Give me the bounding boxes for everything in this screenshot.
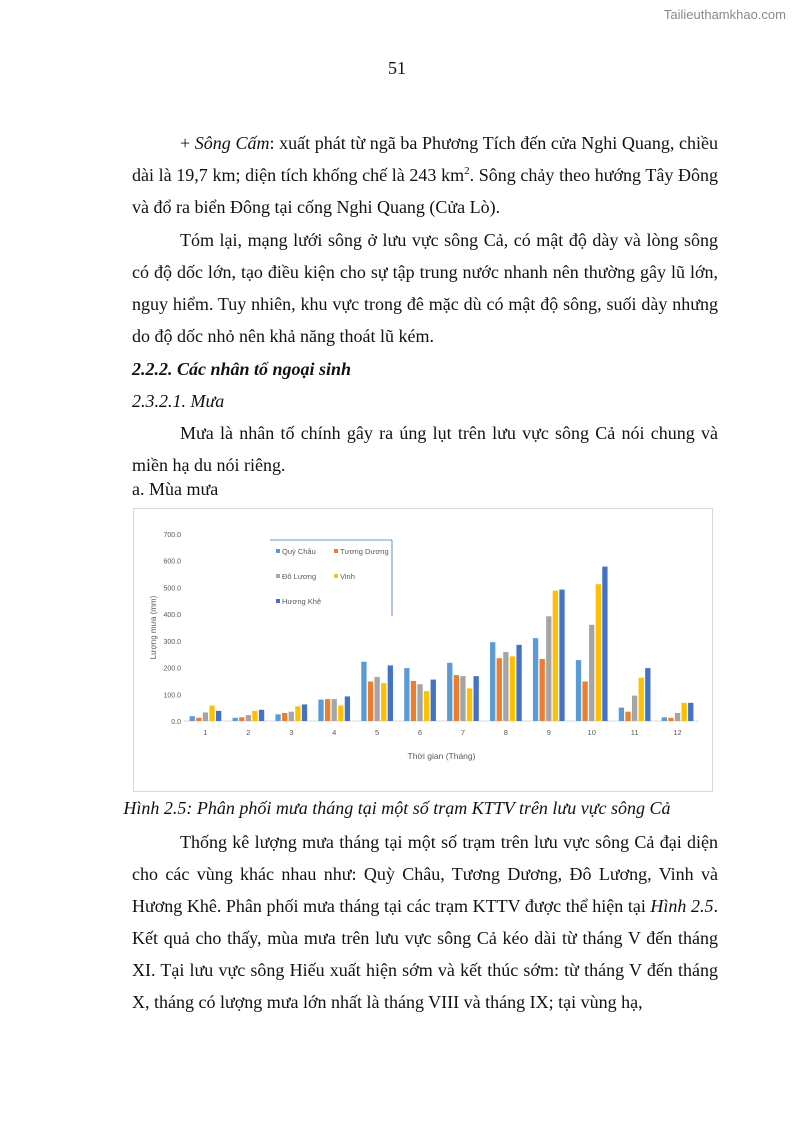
bar [302,704,307,721]
figure-rainfall-chart [133,508,713,792]
bar [546,616,551,721]
bar [540,659,545,721]
legend-swatch [334,574,338,578]
x-tick-label: 11 [630,728,639,737]
bar [467,688,472,721]
figure-caption: Hình 2.5: Phân phối mưa tháng tại một số trạm KTTV trên lưu vực sông Cả [123,798,671,818]
x-axis-title: Thời gian (Tháng) [407,751,476,761]
bar [675,713,680,721]
para1-prefix: + [180,133,195,153]
bar [497,658,502,721]
bar [510,656,515,721]
y-tick-label: 400.0 [163,612,181,620]
y-tick-label: 100.0 [163,692,181,700]
x-tick-label: 2 [246,728,251,737]
bar [533,638,538,721]
x-tick-label: 4 [332,728,337,737]
bar [576,660,581,721]
bar [639,678,644,721]
bar [332,699,337,721]
bar [454,675,459,721]
bar [239,717,244,721]
x-tick-label: 5 [375,728,380,737]
y-tick-label: 700.0 [163,532,181,539]
bar [645,668,650,721]
y-tick-label: 0.0 [171,719,181,726]
x-tick-label: 7 [460,728,466,737]
y-tick-label: 300.0 [163,638,181,646]
bar [602,567,607,721]
bar [688,703,693,721]
x-tick-label: 1 [203,728,208,737]
paragraph-summary [132,224,718,352]
bar [474,676,479,721]
bar [681,703,686,721]
bar [417,684,422,721]
page-number: 51 [388,58,406,78]
para3-text: Mưa là nhân tố chính gây ra úng lụt trên lưu vực sông Cả nói chung và miền hạ du nói riêng. [132,423,718,475]
x-tick-label: 10 [587,728,596,737]
bar [345,696,350,721]
legend-swatch [276,549,280,553]
bar [503,652,508,721]
bar [282,713,287,721]
bar [368,681,373,721]
x-tick-label: 8 [503,728,508,737]
subsection-heading: 2.3.2.1. Mưa [132,391,225,411]
legend-swatch [334,549,338,553]
bar [203,712,208,721]
legend-label: Tương Dương [340,547,389,556]
bar [516,645,521,721]
legend-label: Vinh [340,572,355,581]
bar [553,591,558,721]
bar [252,711,257,721]
bar [632,696,637,721]
legend-label: Hương Khê [282,597,322,606]
subheading-rainy-season: a. Mùa mưa [132,479,219,499]
bar [246,715,251,721]
bar [662,717,667,721]
bar [318,700,323,721]
para4-text-b: . Kết quả cho thấy, mùa mưa trên lưu vực sông Cả kéo dài từ tháng V đến tháng XI. Tại lưu vực sông Hiếu xuất hiện sớm và kết thúc sớm: từ tháng V đến tháng X, tháng có lượng mưa lớn nhất là tháng VIII và tháng IX; tại vùng hạ, [132,896,718,1012]
bar [411,681,416,721]
bar [259,710,264,721]
para1-italic-name: Sông Cấm [194,133,270,153]
section-heading: 2.2.2. Các nhân tố ngoại sinh [132,359,352,379]
bar [381,683,386,721]
paragraph-song-cam [132,127,718,223]
bar [589,625,594,721]
bar [289,712,294,721]
y-tick-label: 200.0 [163,665,181,673]
bar [275,714,280,721]
bar [460,676,465,721]
x-tick-label: 3 [289,728,294,737]
bar [447,663,452,721]
para1-text-b: . Sông chảy theo hướng Tây Đông và đổ ra biển Đông tại cống Nghi Quang (Cửa Lò). [132,165,718,217]
bar [325,699,330,721]
y-axis-title: Lượng mưa (mm) [149,595,158,660]
para1-text-a: : xuất phát từ ngã ba Phương Tích đến cửa Nghi Quang, chiều dài là 19,7 km; diện tích khống chế là 243 km [132,133,718,185]
bar [388,665,393,721]
para2-text: Tóm lại, mạng lưới sông ở lưu vực sông Cả, có mật độ dày và lòng sông có độ dốc lớn, tạo điều kiện cho sự tập trung nước nhanh nên thường gây lũ lớn, nguy hiểm. Tuy nhiên, khu vực trong đê mặc dù có mật độ sông, suối dày nhưng do độ dốc nhỏ nên khả năng thoát lũ kém. [132,230,718,346]
bar [196,718,201,721]
x-tick-label: 9 [546,728,551,737]
bar [582,681,587,721]
bar [233,718,238,721]
bar [374,677,379,721]
rainfall-bar-chart [134,509,712,791]
watermark: Tailieuthamkhao.com [663,7,786,22]
bar [216,711,221,721]
bar [559,590,564,721]
legend-swatch [276,574,280,578]
x-tick-label: 6 [417,728,423,737]
paragraph-statistics [132,826,718,1018]
bar [596,584,601,721]
legend-label: Đô Lương [282,572,317,581]
bar [190,716,195,721]
bar [338,706,343,721]
bar [619,708,624,721]
bar [361,662,366,721]
bar [625,712,630,721]
legend-swatch [276,599,280,603]
legend-label: Quỳ Châu [282,547,316,556]
y-tick-label: 600.0 [163,558,181,566]
y-tick-label: 500.0 [163,585,181,593]
para4-text-a: Thống kê lượng mưa tháng tại một số trạm trên lưu vực sông Cả đại diện cho các vùng khác nhau như: Quỳ Châu, Tương Dương, Đô Lương, Vinh và Hương Khê. Phân phối mưa tháng tại các trạm KTTV được thể hiện tại [132,832,718,916]
para1-superscript: 2 [464,165,470,177]
para4-italic-ref: Hình 2.5 [650,896,714,916]
paragraph-rain [132,417,718,481]
bar [668,718,673,721]
bar [209,706,214,721]
x-tick-label: 12 [673,728,682,737]
bar [295,706,300,721]
bar [424,691,429,721]
bar [404,668,409,721]
bar [490,642,495,721]
bar [431,680,436,721]
